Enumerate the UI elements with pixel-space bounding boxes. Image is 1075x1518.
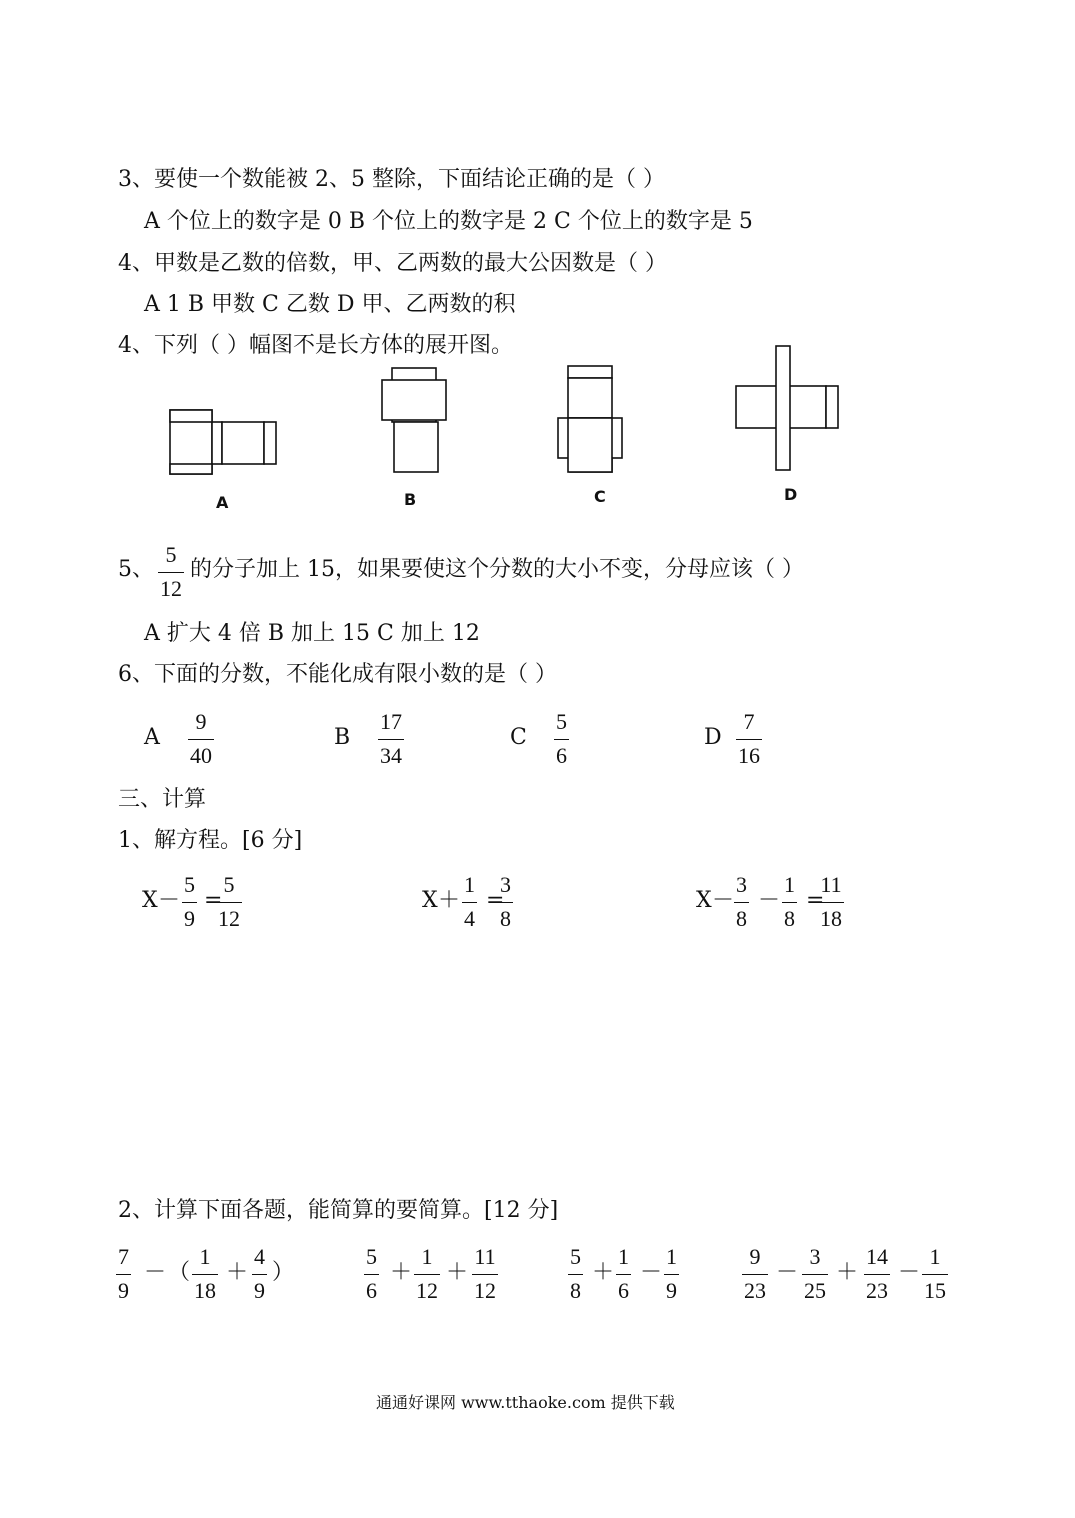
net-label-d: D bbox=[784, 485, 798, 504]
fraction-numerator: 7 bbox=[118, 1244, 129, 1269]
eq3-fraction-c bbox=[818, 872, 844, 932]
question-5-fraction bbox=[158, 542, 184, 602]
fraction-numerator: 3 bbox=[736, 872, 747, 897]
fraction-numerator: 17 bbox=[380, 709, 402, 734]
fraction-numerator: 5 bbox=[223, 872, 235, 897]
calc1-fraction-c bbox=[252, 1244, 267, 1304]
calc4-fraction-a bbox=[742, 1244, 768, 1304]
option-letter-b: B bbox=[334, 725, 351, 750]
page-footer: 通通好课网 www.tthaoke.com 提供下载 bbox=[376, 1393, 675, 1412]
eq3-fraction-b bbox=[782, 872, 797, 932]
option-letter-a: A bbox=[144, 725, 160, 750]
question-6-text: 6、下面的分数，不能化成有限小数的是（ ） bbox=[118, 662, 557, 687]
fraction-numerator: 14 bbox=[866, 1244, 888, 1269]
fraction-denominator: 34 bbox=[380, 743, 402, 768]
cuboid-nets-figure bbox=[140, 340, 860, 530]
fraction-denominator: 9 bbox=[254, 1278, 265, 1303]
option-b-fraction bbox=[378, 709, 404, 769]
question-4b-text: 4、下列（ ）幅图不是长方体的展开图。 bbox=[118, 333, 513, 358]
fraction-denominator: 9 bbox=[184, 906, 195, 931]
option-letter-d: D bbox=[704, 725, 722, 750]
fraction-denominator: 12 bbox=[160, 576, 182, 601]
calc3-minus: － bbox=[640, 1260, 663, 1285]
eq2-x: X bbox=[422, 888, 438, 913]
fraction-numerator: 1 bbox=[666, 1244, 677, 1269]
net-label-c: C bbox=[594, 487, 606, 506]
calc2-plus-2: ＋ bbox=[446, 1260, 469, 1285]
section-3-sub2: 2、计算下面各题，能简算的要简算。[12 分] bbox=[118, 1198, 559, 1223]
net-label-b: B bbox=[404, 490, 417, 509]
calc4-plus: ＋ bbox=[836, 1260, 859, 1285]
calc4-fraction-d bbox=[922, 1244, 948, 1304]
fraction-denominator: 18 bbox=[194, 1278, 216, 1303]
calc2-fraction-b bbox=[414, 1244, 440, 1304]
calc1-left-paren: （ bbox=[168, 1260, 191, 1285]
fraction-numerator: 5 bbox=[366, 1244, 377, 1269]
fraction-denominator: 23 bbox=[744, 1278, 766, 1303]
eq2-equals: = bbox=[486, 888, 505, 913]
fraction-denominator: 8 bbox=[736, 906, 747, 931]
fraction-denominator: 18 bbox=[820, 906, 842, 931]
net-label-a: A bbox=[216, 493, 229, 512]
fraction-numerator: 3 bbox=[809, 1244, 821, 1269]
eq1-x: X bbox=[142, 888, 158, 913]
option-letter-c: C bbox=[510, 725, 527, 750]
fraction-denominator: 4 bbox=[464, 906, 475, 931]
fraction-denominator: 6 bbox=[366, 1278, 377, 1303]
calc2-plus-1: ＋ bbox=[390, 1260, 413, 1285]
calc1-right-paren: ） bbox=[272, 1260, 295, 1285]
question-4a-text: 4、甲数是乙数的倍数，甲、乙两数的最大公因数是（ ） bbox=[118, 251, 667, 276]
question-5-options: A 扩大 4 倍 B 加上 15 C 加上 12 bbox=[144, 621, 480, 646]
net-d bbox=[736, 346, 838, 504]
fraction-denominator: 23 bbox=[866, 1278, 888, 1303]
eq1-fraction-a bbox=[182, 872, 197, 932]
fraction-numerator: 9 bbox=[195, 709, 207, 734]
fraction-denominator: 12 bbox=[218, 906, 240, 931]
question-5-text: 的分子加上 15，如果要使这个分数的大小不变，分母应该（ ） bbox=[190, 557, 804, 582]
fraction-numerator: 5 bbox=[570, 1244, 581, 1269]
calc1-plus: ＋ bbox=[226, 1260, 249, 1285]
calc3-plus: ＋ bbox=[592, 1260, 615, 1285]
eq3-x: X bbox=[696, 888, 712, 913]
calc4-minus-1: － bbox=[776, 1260, 799, 1285]
calc3-fraction-a bbox=[568, 1244, 583, 1304]
fraction-denominator: 12 bbox=[474, 1278, 496, 1303]
option-d-fraction bbox=[736, 709, 762, 769]
eq2-plus: ＋ bbox=[438, 888, 461, 913]
eq3-equals: = bbox=[806, 888, 825, 913]
eq2-fraction-b bbox=[498, 872, 513, 932]
eq2-fraction-a bbox=[462, 872, 477, 932]
calc4-minus-2: － bbox=[898, 1260, 921, 1285]
fraction-denominator: 12 bbox=[416, 1278, 438, 1303]
net-c bbox=[558, 366, 622, 506]
fraction-denominator: 9 bbox=[666, 1278, 677, 1303]
section-3-title: 三、计算 bbox=[118, 787, 207, 812]
fraction-denominator: 9 bbox=[118, 1278, 129, 1303]
fraction-numerator: 5 bbox=[184, 872, 195, 897]
calc4-fraction-b bbox=[802, 1244, 828, 1304]
option-a-fraction bbox=[188, 709, 214, 769]
question-3-text: 3、要使一个数能被 2、5 整除，下面结论正确的是（ ） bbox=[118, 167, 665, 192]
fraction-denominator: 16 bbox=[738, 743, 760, 768]
question-5-prefix: 5、 bbox=[118, 557, 154, 582]
fraction-numerator: 1 bbox=[618, 1244, 629, 1269]
fraction-denominator: 25 bbox=[804, 1278, 826, 1303]
fraction-numerator: 1 bbox=[784, 872, 795, 897]
eq1-fraction-b bbox=[216, 872, 242, 932]
fraction-denominator: 40 bbox=[190, 743, 212, 768]
fraction-numerator: 11 bbox=[474, 1244, 496, 1269]
fraction-numerator: 5 bbox=[556, 709, 567, 734]
calc2-fraction-c bbox=[472, 1244, 498, 1304]
fraction-numerator: 11 bbox=[820, 872, 842, 897]
fraction-denominator: 6 bbox=[618, 1278, 629, 1303]
calc3-fraction-c bbox=[664, 1244, 679, 1304]
calc1-fraction-b bbox=[192, 1244, 218, 1304]
fraction-numerator: 5 bbox=[165, 542, 177, 567]
question-3-options: A 个位上的数字是 0 B 个位上的数字是 2 C 个位上的数字是 5 bbox=[144, 209, 753, 234]
fraction-numerator: 1 bbox=[421, 1244, 433, 1269]
fraction-denominator: 8 bbox=[500, 906, 511, 931]
eq3-minus-2: － bbox=[758, 888, 781, 913]
eq3-minus-1: － bbox=[712, 888, 735, 913]
fraction-denominator: 6 bbox=[556, 743, 567, 768]
fraction-numerator: 3 bbox=[500, 872, 511, 897]
fraction-numerator: 1 bbox=[199, 1244, 211, 1269]
fraction-numerator: 7 bbox=[743, 709, 755, 734]
fraction-numerator: 1 bbox=[929, 1244, 941, 1269]
option-c-fraction bbox=[554, 709, 569, 769]
fraction-numerator: 1 bbox=[464, 872, 475, 897]
calc1-minus: － bbox=[144, 1260, 167, 1285]
net-a bbox=[170, 410, 276, 512]
calc3-fraction-b bbox=[616, 1244, 631, 1304]
calc1-fraction-a bbox=[116, 1244, 131, 1304]
fraction-denominator: 8 bbox=[784, 906, 795, 931]
eq1-minus: － bbox=[158, 888, 181, 913]
calc2-fraction-a bbox=[364, 1244, 379, 1304]
net-b bbox=[382, 368, 446, 509]
fraction-denominator: 15 bbox=[924, 1278, 946, 1303]
fraction-numerator: 4 bbox=[254, 1244, 265, 1269]
fraction-denominator: 8 bbox=[570, 1278, 581, 1303]
calc4-fraction-c bbox=[864, 1244, 890, 1304]
question-4a-options: A 1 B 甲数 C 乙数 D 甲、乙两数的积 bbox=[144, 292, 516, 317]
eq3-fraction-a bbox=[734, 872, 749, 932]
section-3-sub1: 1、解方程。[6 分] bbox=[118, 828, 303, 853]
fraction-numerator: 9 bbox=[749, 1244, 761, 1269]
eq1-equals: = bbox=[204, 888, 223, 913]
